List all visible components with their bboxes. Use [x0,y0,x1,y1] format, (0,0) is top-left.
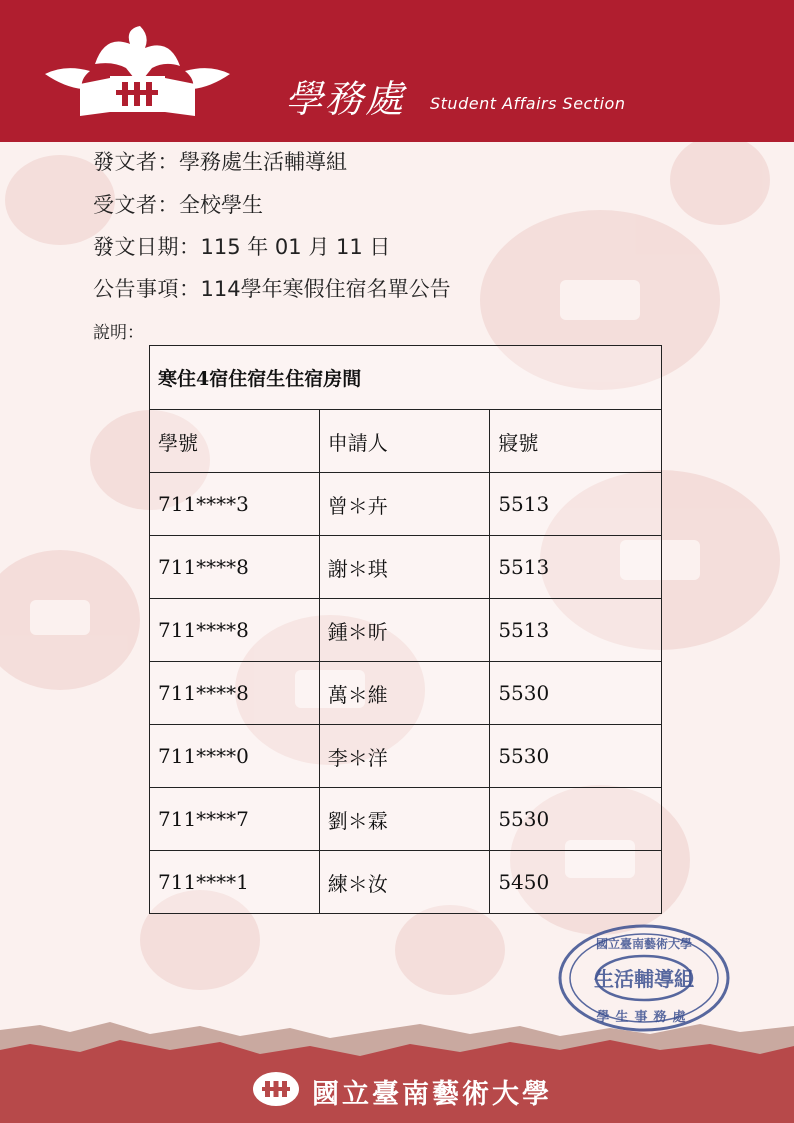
sender-label: 發文者： [93,150,179,174]
subject-label: 公告事項： [93,277,201,301]
description-label: 說明： [93,323,144,343]
table-row [150,788,662,851]
table-header-row [150,410,662,473]
sender-line [93,152,347,173]
department-title: 學務處 [285,77,406,121]
table-caption: 寒住4宿住宿生住宿房間 [150,346,662,410]
recipient-label: 受文者： [93,193,179,217]
table-row [150,473,662,536]
room-cell: 5513 [490,599,662,662]
stamp-ring-text: 國立臺南藝術大學 [595,937,693,951]
student-id-cell: 711****7 [150,788,320,851]
column-header-room: 寢號 [490,410,662,473]
table-row [150,851,662,914]
subject-line [93,279,451,300]
applicant-cell: 李＊洋 [319,725,490,788]
table-row [150,599,662,662]
room-cell: 5530 [490,725,662,788]
room-cell: 5530 [490,788,662,851]
table-caption-row [150,346,662,410]
applicant-cell: 萬＊維 [319,662,490,725]
date-line [93,237,390,258]
university-name: 國立臺南藝術大學 [312,1079,552,1110]
room-cell: 5530 [490,662,662,725]
recipient-value: 全校學生 [179,193,263,217]
applicant-cell: 練＊汝 [319,851,490,914]
subject-value: 114學年寒假住宿名單公告 [200,277,451,301]
date-value: 115 年 01 月 11 日 [200,235,391,259]
table-row [150,536,662,599]
column-header-applicant: 申請人 [319,410,490,473]
department-subtitle: Student Affairs Section [430,94,626,113]
stamp-bottom-text: 學生事務處 [596,1010,692,1025]
applicant-cell: 劉＊霖 [319,788,490,851]
table-row [150,725,662,788]
applicant-cell: 曾＊卉 [319,473,490,536]
student-id-cell: 711****1 [150,851,320,914]
room-cell: 5450 [490,851,662,914]
applicant-cell: 謝＊琪 [319,536,490,599]
room-cell: 5513 [490,536,662,599]
dorm-room-table [149,345,662,914]
stamp-center-text: 生活輔導組 [594,967,694,991]
student-id-cell: 711****3 [150,473,320,536]
sender-value: 學務處生活輔導組 [179,150,347,174]
university-logo-icon [252,1071,300,1107]
date-label: 發文日期： [93,235,201,259]
student-id-cell: 711****8 [150,536,320,599]
phoenix-emblem-icon [40,24,235,120]
student-id-cell: 711****0 [150,725,320,788]
student-id-cell: 711****8 [150,662,320,725]
applicant-cell: 鍾＊昕 [319,599,490,662]
header-banner [0,0,794,142]
student-id-cell: 711****8 [150,599,320,662]
recipient-line [93,195,263,216]
column-header-student-id: 學號 [150,410,320,473]
table-row [150,662,662,725]
room-cell: 5513 [490,473,662,536]
